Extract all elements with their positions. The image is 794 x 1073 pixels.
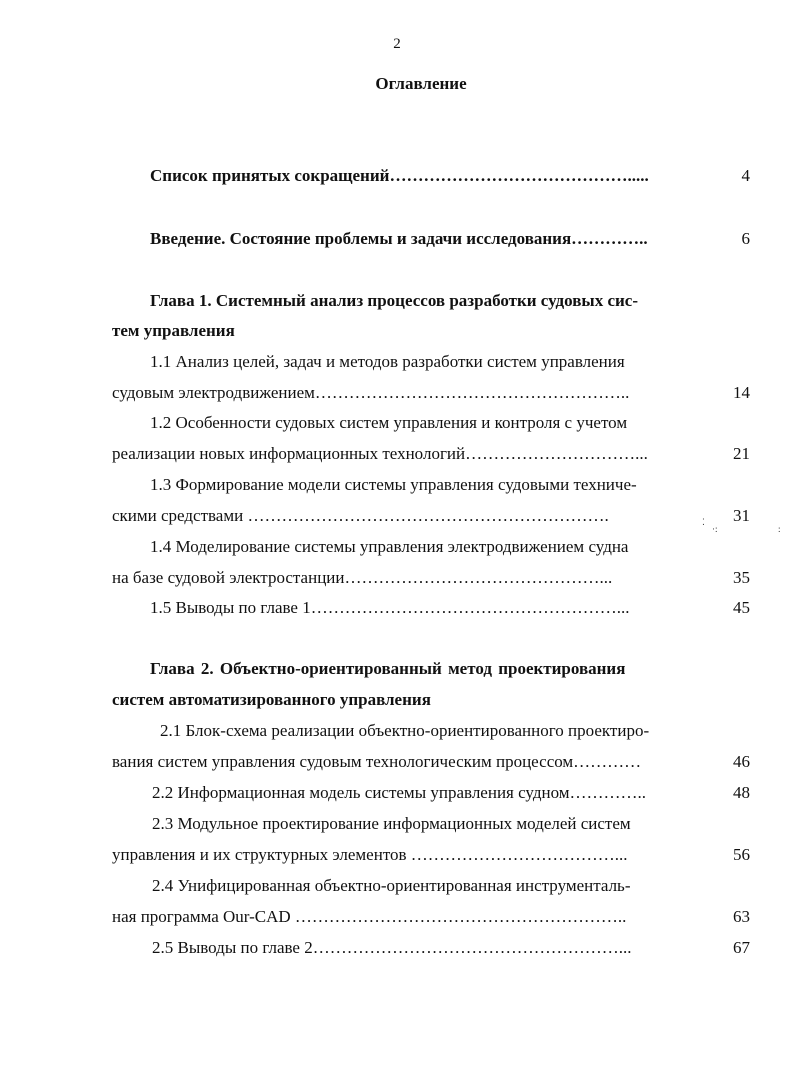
scan-speck: : <box>778 524 781 534</box>
toc-page-number: 63 <box>733 907 750 926</box>
toc-entry-2-3-cont: управления и их структурных элементов ………………………………... <box>112 845 628 864</box>
toc-entry-2-1-cont: вания систем управления судовым технологическим процессом………… <box>112 752 642 771</box>
toc-page-number: 56 <box>733 845 750 864</box>
toc-page-number: 35 <box>733 568 750 587</box>
scan-speck: ⁚ <box>702 517 705 527</box>
toc-entry-1-2: 1.2 Особенности судовых систем управления и контроля с учетом <box>150 413 628 432</box>
toc-entry-1-3-cont: скими средствами ………………………………………………………. <box>112 506 609 525</box>
chapter-1-heading-cont: тем управления <box>112 321 235 340</box>
chapter-2-heading: Глава 2. Объектно-ориентированный метод проектирования <box>150 659 626 678</box>
toc-entry-1-4: 1.4 Моделирование системы управления электродвижением судна <box>150 537 629 556</box>
toc-page-number: 67 <box>733 938 750 957</box>
toc-entry-1-5: 1.5 Выводы по главе 1………………………………………………... <box>150 598 630 617</box>
page-number: 2 <box>393 36 401 52</box>
toc-page-number: 45 <box>733 598 750 617</box>
toc-entry-1-1: 1.1 Анализ целей, задач и методов разработки систем управления <box>150 352 625 371</box>
scan-speck: ·: <box>712 524 718 534</box>
toc-page-number: 14 <box>733 383 750 402</box>
toc-entry-1-3: 1.3 Формирование модели системы управления судовыми техниче- <box>150 475 637 494</box>
toc-entry-2-2: 2.2 Информационная модель системы управления судном………….. <box>152 783 647 802</box>
toc-entry-1-4-cont: на базе судовой электростанции………………………………………... <box>112 568 613 587</box>
toc-page-number: 46 <box>733 752 750 771</box>
toc-entry-introduction: Введение. Состояние проблемы и задачи исследования………….. <box>150 229 648 248</box>
toc-entry-2-4: 2.4 Унифицированная объектно-ориентированная инструменталь- <box>152 876 631 895</box>
toc-entry-1-1-cont: судовым электродвижением……………………………………………….. <box>112 383 630 402</box>
chapter-1-heading: Глава 1. Системный анализ процессов разработки судовых сис- <box>150 291 638 310</box>
toc-entry-2-3: 2.3 Модульное проектирование информационных моделей систем <box>152 814 631 833</box>
toc-entry-2-5: 2.5 Выводы по главе 2………………………………………………... <box>152 938 632 957</box>
toc-entry-abbreviations: Список принятых сокращений……………………………………..... <box>150 166 649 185</box>
toc-entry-2-4-cont: ная программа Our-CAD ………………………………………………….. <box>112 907 627 926</box>
toc-entry-2-1: 2.1 Блок-схема реализации объектно-ориентированного проектиро- <box>160 721 650 740</box>
toc-page-number: 48 <box>733 783 750 802</box>
toc-page-number: 4 <box>741 166 750 185</box>
chapter-2-heading-cont: систем автоматизированного управления <box>112 690 431 709</box>
toc-page-number: 6 <box>741 229 750 248</box>
toc-page-number: 31 <box>733 506 750 525</box>
toc-page-number: 21 <box>733 444 750 463</box>
toc-title: Оглавление <box>375 74 467 93</box>
toc-entry-1-2-cont: реализации новых информационных технологий…………………………... <box>112 444 648 463</box>
